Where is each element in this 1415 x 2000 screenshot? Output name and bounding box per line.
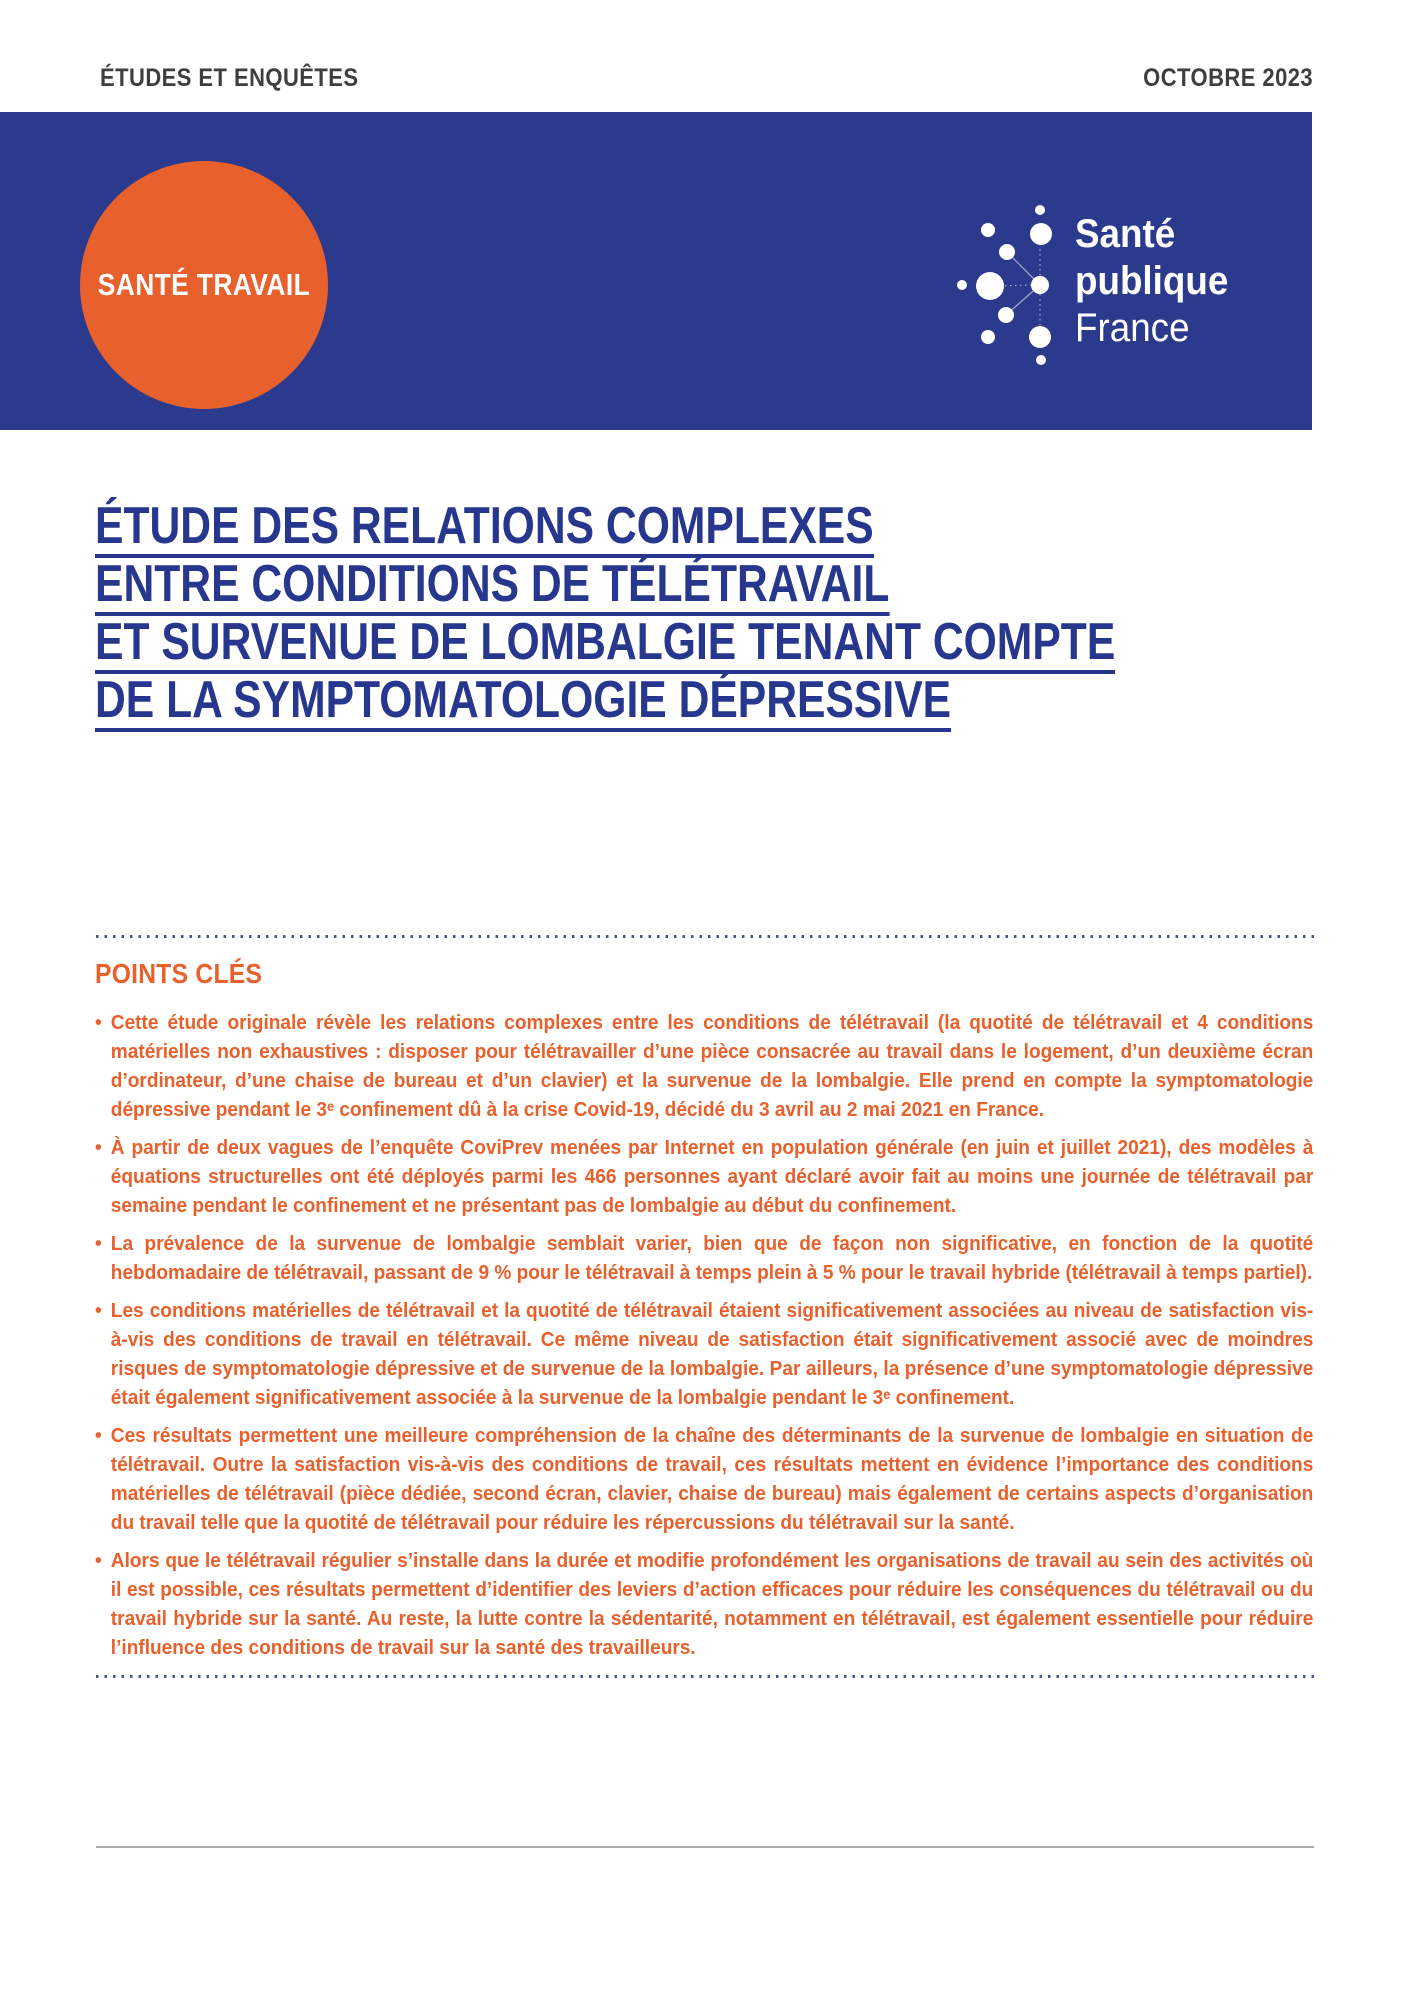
badge-label: SANTÉ TRAVAIL xyxy=(97,267,311,302)
bullet-marker: • xyxy=(95,1232,102,1255)
logo-line-3: France xyxy=(1075,306,1190,350)
key-point-item xyxy=(95,1296,1313,1412)
bullet-marker: • xyxy=(95,1011,102,1034)
key-point-text: Ces résultats permettent une meilleure compréhension de la chaîne des déterminants de la survenue de lombalgie en situation de télétravail. Outre la satisfaction vis-à-vis des conditions de travail, ces résultats mettent en évidence l’importance des conditions matérielles de télétravail (pièce dédiée, second écran, clavier, chaise de bureau) mais également de certains aspects d’organisation du travail telle que la quotité de télétravail pour réduire les répercussions du télétravail sur la santé. xyxy=(110,1424,1314,1534)
key-point-text: À partir de deux vagues de l’enquête CoviPrev menées par Internet en population générale (en juin et juillet 2021), des modèles à équations structurelles ont été déployés parmi les 466 personnes ayant déclaré avoir fait au moins une journée de télétravail par semaine pendant le confinement et ne présentant pas de lombalgie au début du confinement. xyxy=(110,1136,1314,1217)
banner xyxy=(0,112,1312,430)
sante-publique-france-logo xyxy=(945,195,1305,395)
page-title xyxy=(95,497,1339,732)
key-point-text: Les conditions matérielles de télétravail et la quotité de télétravail étaient significativement associées au niveau de satisfaction vis-à-vis des conditions de travail en télétravail. Ce même niveau de satisfaction était significativement associé avec de moindres risques de symptomatologie dépressive et de survenue de la lombalgie. Par ailleurs, la présence d’une symptomatologie dépressive était également significativement associée à la survenue de la lombalgie pendant le 3ᵉ confinement. xyxy=(110,1299,1314,1409)
logo-line-1: Santé xyxy=(1075,212,1176,256)
dotted-separator-bottom xyxy=(96,1675,1314,1678)
key-points-list xyxy=(95,1008,1313,1671)
key-point-item xyxy=(95,1133,1313,1220)
title-line-3: ET SURVENUE DE LOMBALGIE TENANT COMPTE xyxy=(95,616,1115,674)
network-dots-icon xyxy=(945,197,1063,391)
bullet-marker: • xyxy=(95,1549,102,1572)
title-line-1: ÉTUDE DES RELATIONS COMPLEXES xyxy=(95,500,1115,558)
bullet-marker: • xyxy=(95,1136,102,1159)
footer-rule xyxy=(96,1846,1314,1848)
issue-date: OCTOBRE 2023 xyxy=(1143,64,1313,92)
title-line-4: DE LA SYMPTOMATOLOGIE DÉPRESSIVE xyxy=(95,674,1115,732)
title-line-2: ENTRE CONDITIONS DE TÉLÉTRAVAIL xyxy=(95,558,1115,616)
key-point-text: Alors que le télétravail régulier s’installe dans la durée et modifie profondément les organisations de travail au sein des activités où il est possible, ces résultats permettent d’identifier des leviers d’action efficaces pour réduire les conséquences du télétravail ou du travail hybride sur la santé. Au reste, la lutte contre la sédentarité, notamment en télétravail, est également essentielle pour réduire l’influence des conditions de travail sur la santé des travailleurs. xyxy=(110,1549,1314,1659)
bullet-marker: • xyxy=(95,1299,102,1322)
masthead xyxy=(100,64,1313,93)
key-points-heading: POINTS CLÉS xyxy=(95,958,263,989)
dotted-separator-top xyxy=(96,935,1314,938)
collection-label: ÉTUDES ET ENQUÊTES xyxy=(100,64,359,92)
key-point-item xyxy=(95,1421,1313,1537)
bullet-marker: • xyxy=(95,1424,102,1447)
sante-travail-badge xyxy=(80,161,328,409)
logo-wordmark xyxy=(1075,211,1242,352)
key-point-item xyxy=(95,1546,1313,1662)
logo-line-2: publique xyxy=(1075,259,1229,303)
key-point-item xyxy=(95,1008,1313,1124)
key-point-item xyxy=(95,1229,1313,1287)
key-point-text: La prévalence de la survenue de lombalgie semblait varier, bien que de façon non significative, en fonction de la quotité hebdomadaire de télétravail, passant de 9 % pour le télétravail à temps plein à 5 % pour le travail hybride (télétravail à temps partiel). xyxy=(110,1232,1314,1284)
key-point-text: Cette étude originale révèle les relations complexes entre les conditions de télétravail (la quotité de télétravail et 4 conditions matérielles non exhaustives : disposer pour télétravailler d’une pièce consacrée au travail dans le logement, d’un deuxième écran d’ordinateur, d’une chaise de bureau et d’un clavier) et la survenue de la lombalgie. Elle prend en compte la symptomatologie dépressive pendant le 3ᵉ confinement dû à la crise Covid-19, décidé du 3 avril au 2 mai 2021 en France. xyxy=(110,1011,1314,1121)
